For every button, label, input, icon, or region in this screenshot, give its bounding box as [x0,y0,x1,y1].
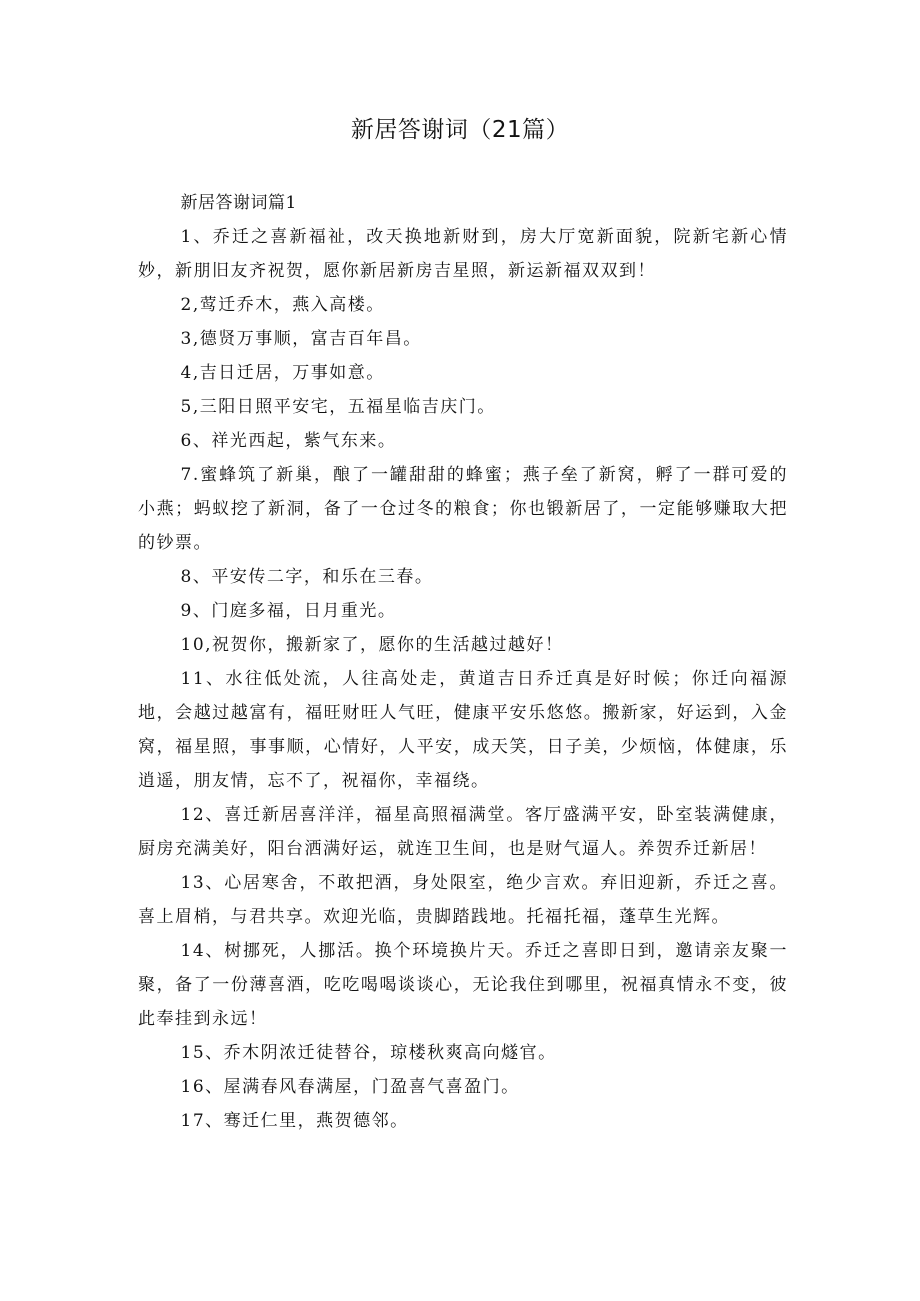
document-body [138,186,788,1138]
paragraph-17: 17、骞迁仁里，燕贺德邻。 [180,1111,409,1131]
paragraph-15: 15、乔木阴浓迁徒替谷，琼楼秋爽高向燧官。 [180,1043,557,1063]
paragraph-16: 16、屋满春风春满屋，门盈喜气喜盈门。 [180,1077,520,1097]
paragraph-11: 11、水往低处流，人往高处走，黄道吉日乔迁真是好时候；你迁向福源地，会越过越富有，福旺财旺人气旺，健康平安乐悠悠。搬新家，好运到，入金窝，福星照，事事顺，心情好，人平安，成天笑，日子美，少烦恼，体健康，乐逍遥，朋友情，忘不了，祝福你，幸福绕。 [138,669,788,791]
paragraph-8: 8、平安传二字，和乐在三春。 [180,567,434,587]
paragraph-2: 2,莺迁乔木，燕入高楼。 [180,295,385,315]
section-heading: 新居答谢词篇1 [180,193,297,213]
paragraph-6: 6、祥光西起，紫气东来。 [180,431,397,451]
paragraph-5: 5,三阳日照平安宅，五福星临吉庆门。 [180,397,496,417]
paragraph-9: 9、门庭多福，日月重光。 [180,601,397,621]
paragraph-12: 12、喜迁新居喜洋洋，福星高照福满堂。客厅盛满平安，卧室装满健康，厨房充满美好，阳台洒满好运，就连卫生间，也是财气逼人。养贺乔迁新居！ [138,805,788,859]
document-title: 新居答谢词（21篇） [350,117,570,143]
paragraph-3: 3,德贤万事顺，富吉百年昌。 [180,329,422,349]
paragraph-14: 14、树挪死，人挪活。换个环境换片天。乔迁之喜即日到，邀请亲友聚一聚，备了一份薄喜酒，吃吃喝喝谈谈心，无论我住到哪里，祝福真情永不变，彼此奉挂到永远！ [138,941,788,1029]
paragraph-1: 1、乔迁之喜新福祉，改天换地新财到，房大厅宽新面貌，院新宅新心情妙，新朋旧友齐祝贺，愿你新居新房吉星照，新运新福双双到！ [138,227,788,281]
paragraph-10: 10,祝贺你，搬新家了，愿你的生活越过越好！ [180,635,564,655]
paragraph-13: 13、心居寒舍，不敢把酒，身处限室，绝少言欢。弃旧迎新，乔迁之喜。喜上眉梢，与君共享。欢迎光临，贵脚踏践地。托福托福，蓬草生光辉。 [138,873,788,927]
paragraph-7: 7.蜜蜂筑了新巢，酿了一罐甜甜的蜂蜜；燕子垒了新窝，孵了一群可爱的小燕；蚂蚁挖了新洞，备了一仓过冬的粮食；你也锻新居了，一定能够赚取大把的钞票。 [138,465,788,553]
paragraph-4: 4,吉日迁居，万事如意。 [180,363,385,383]
